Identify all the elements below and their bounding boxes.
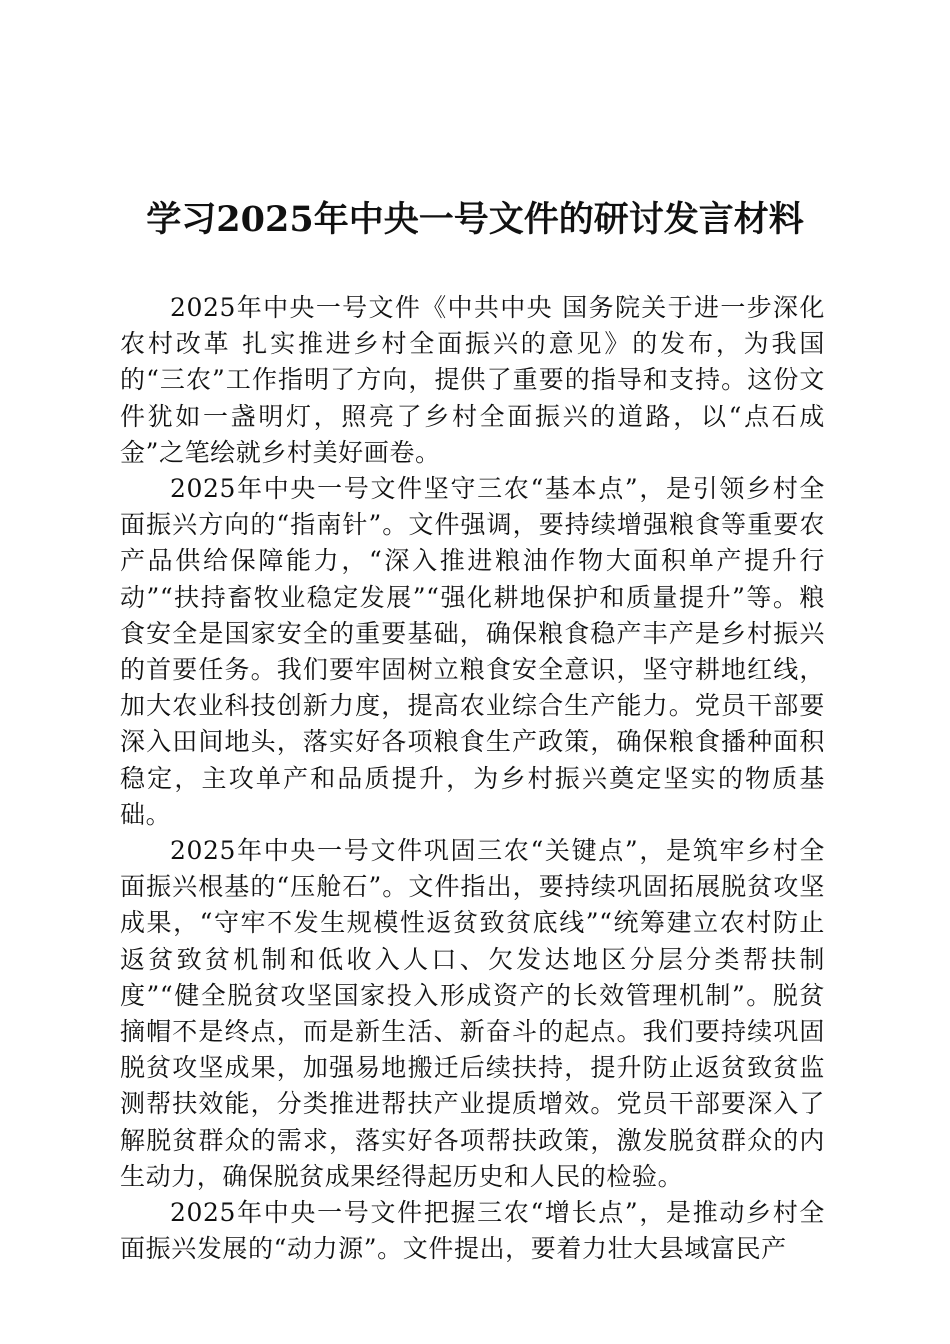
- document-title: 学习2025年中央一号文件的研讨发言材料: [146, 199, 804, 240]
- paragraph-1: 2025年中央一号文件《中共中央 国务院关于进一步深化农村改革 扎实推进乡村全面振兴的意见》的发布，为我国的“三农”工作指明了方向，提供了重要的指导和支持。这份文件犹如一盏明灯，照亮了乡村全面振兴的道路，以“点石成金”之笔绘就乡村美好画卷。: [120, 293, 825, 467]
- document-body: [120, 290, 825, 1267]
- paragraph-2: 2025年中央一号文件坚守三农“基本点”，是引领乡村全面振兴方向的“指南针”。文件强调，要持续增强粮食等重要农产品供给保障能力，“深入推进粮油作物大面积单产提升行动”“扶持畜牧业稳定发展”“强化耕地保护和质量提升”等。粮食安全是国家安全的重要基础，确保粮食稳产丰产是乡村振兴的首要任务。我们要牢固树立粮食安全意识，坚守耕地红线，加大农业科技创新力度，提高农业综合生产能力。党员干部要深入田间地头，落实好各项粮食生产政策，确保粮食播种面积稳定，主攻单产和品质提升，为乡村振兴奠定坚实的物质基础。: [120, 474, 825, 829]
- paragraph-3: 2025年中央一号文件巩固三农“关键点”，是筑牢乡村全面振兴根基的“压舱石”。文件指出，要持续巩固拓展脱贫攻坚成果，“守牢不发生规模性返贫致贫底线”“统筹建立农村防止返贫致贫机制和低收入人口、欠发达地区分层分类帮扶制度”“健全脱贫攻坚国家投入形成资产的长效管理机制”。脱贫摘帽不是终点，而是新生活、新奋斗的起点。我们要持续巩固脱贫攻坚成果，加强易地搬迁后续扶持，提升防止返贫致贫监测帮扶效能，分类推进帮扶产业提质增效。党员干部要深入了解脱贫群众的需求，落实好各项帮扶政策，激发脱贫群众的内生动力，确保脱贫成果经得起历史和人民的检验。: [120, 836, 825, 1191]
- paragraph-4: 2025年中央一号文件把握三农“增长点”，是推动乡村全面振兴发展的“动力源”。文件提出，要着力壮大县域富民产: [120, 1198, 825, 1264]
